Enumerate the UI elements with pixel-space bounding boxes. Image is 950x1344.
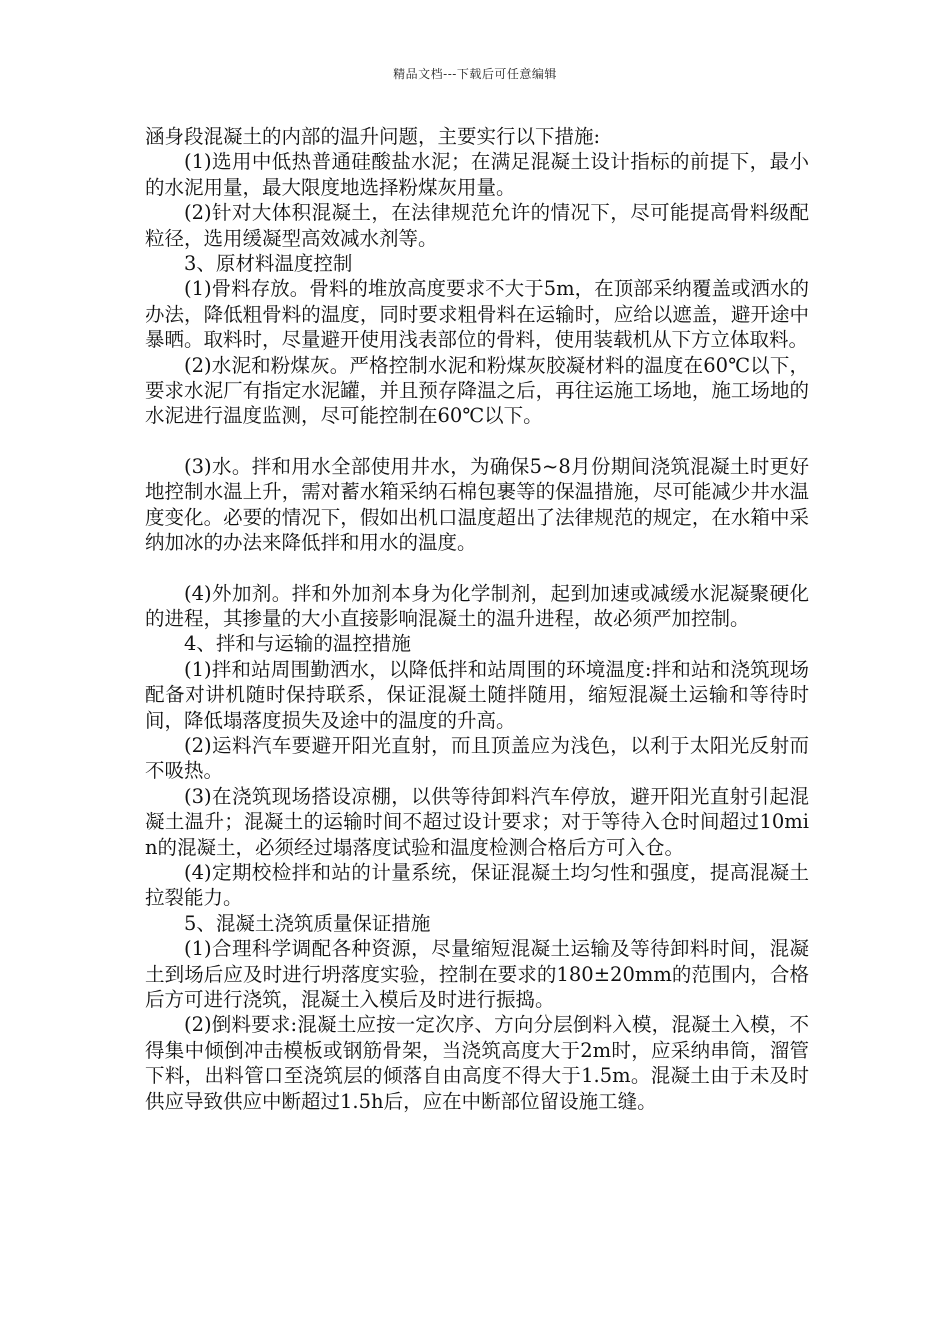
paragraph: 3、原材料温度控制 — [184, 252, 353, 276]
document-body — [145, 124, 809, 1114]
paragraph: 4、拌和与运输的温控措施 — [184, 632, 411, 656]
paragraph: (1)合理科学调配各种资源，尽量缩短混凝土运输及等待卸料时间，混凝土到场后应及时进行坍落度实验，控制在要求的180±20mm的范围内，合格后方可进行浇筑，混凝土入模后及时进行振捣。 — [145, 937, 809, 1011]
paragraph: (2)水泥和粉煤灰。严格控制水泥和粉煤灰胶凝材料的温度在60℃以下，要求水泥厂有指定水泥罐，并且预存降温之后，再往运施工场地，施工场地的水泥进行温度监测，尽可能控制在60℃以下。 — [145, 353, 809, 428]
paragraph: (1)选用中低热普通硅酸盐水泥；在满足混凝土设计指标的前提下，最小的水泥用量，最大限度地选择粉煤灰用量。 — [145, 150, 809, 199]
paragraph: (1)骨料存放。骨料的堆放高度要求不大于5m，在顶部采纳覆盖或洒水的办法，降低粗骨料的温度，同时要求粗骨料在运输时，应给以遮盖，避开途中暴晒。取料时，尽量避开使用浅表部位的骨料，使用装载机从下方立体取料。 — [145, 277, 809, 352]
paragraph: (4)外加剂。拌和外加剂本身为化学制剂，起到加速或减缓水泥凝聚硬化的进程，其掺量的大小直接影响混凝土的温升进程，故必须严加控制。 — [145, 581, 809, 630]
page-header: 精品文档---下载后可任意编辑 — [393, 67, 557, 81]
paragraph: (4)定期校检拌和站的计量系统，保证混凝土均匀性和强度，提高混凝土拉裂能力。 — [145, 860, 809, 910]
paragraph: (3)水。拌和用水全部使用井水，为确保5~8月份期间浇筑混凝土时更好地控制水温上升，需对蓄水箱采纳石棉包裹等的保温措施，尽可能减少井水温度变化。必要的情况下，假如出机口温度超出了法律规范的规定，在水箱中采纳加冰的办法来降低拌和用水的温度。 — [145, 454, 809, 555]
paragraph: 涵身段混凝土的内部的温升问题，主要实行以下措施: — [145, 125, 601, 148]
paragraph: (2)倒料要求:混凝土应按一定次序、方向分层倒料入模，混凝土入模，不得集中倾倒冲击模板或钢筋骨架，当浇筑高度大于2m时，应采纳串筒，溜管下料，出料管口至浇筑层的倾落自由高度不得大于1.5m。混凝土由于未及时供应导致供应中断超过1.5h后，应在中断部位留设施工缝。 — [145, 1013, 809, 1113]
paragraph: (3)在浇筑现场搭设凉棚，以供等待卸料汽车停放，避开阳光直射引起混凝土温升；混凝土的运输时间不超过设计要求；对于等待入仓时间超过10min的混凝土，必须经过塌落度试验和温度检测合格后方可入仓。 — [145, 784, 809, 859]
paragraph: (2)运料汽车要避开阳光直射，而且顶盖应为浅色，以利于太阳光反射而不吸热。 — [145, 733, 809, 783]
paragraph: 5、混凝土浇筑质量保证措施 — [184, 911, 431, 935]
paragraph: (2)针对大体积混凝土，在法律规范允许的情况下，尽可能提高骨料级配粒径，选用缓凝型高效减水剂等。 — [145, 201, 809, 250]
paragraph: (1)拌和站周围勤洒水，以降低拌和站周围的环境温度:拌和站和浇筑现场配备对讲机随时保持联系，保证混凝土随拌随用，缩短混凝土运输和等待时间，降低塌落度损失及途中的温度的升高。 — [145, 657, 809, 732]
